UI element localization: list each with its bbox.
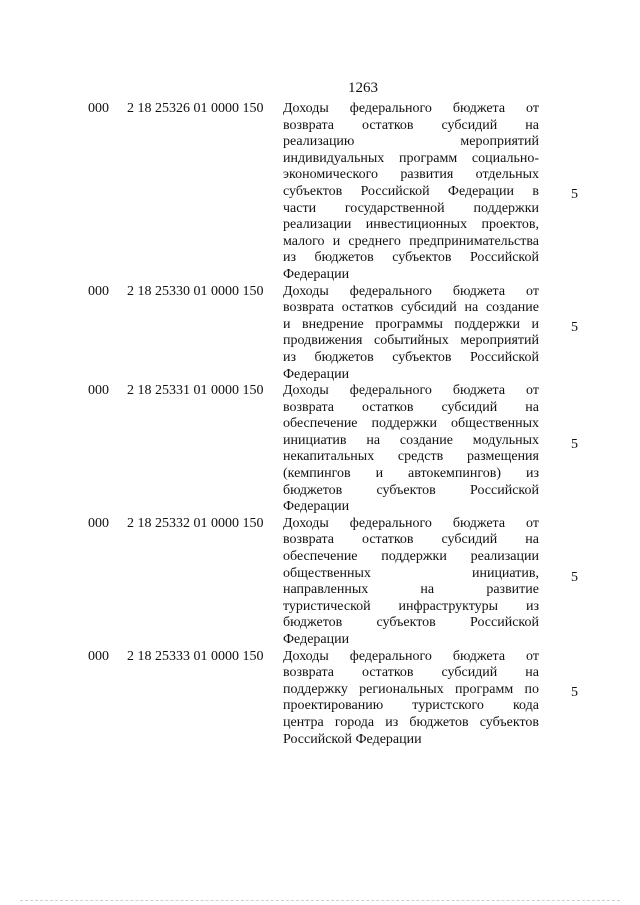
budget-classification-code: 2 18 25326 01 0000 150 (127, 101, 264, 116)
budget-classification-code: 2 18 25331 01 0000 150 (127, 383, 264, 399)
description-line: Доходы федерального бюджета от (283, 383, 539, 399)
table-row (0, 516, 640, 649)
revenue-description (283, 284, 539, 384)
description-line: из бюджетов субъектов Российской (283, 250, 539, 266)
standard-value: 5 (571, 319, 578, 335)
revenue-description (283, 101, 539, 284)
table-row (0, 101, 640, 284)
description-line: части государственной поддержки (283, 200, 539, 216)
description-line: поддержку региональных программ по (283, 681, 539, 697)
description-line: центра города из бюджетов субъектов (283, 714, 539, 730)
description-line: Федерации (283, 266, 350, 282)
table-row (0, 649, 640, 749)
description-line: некапитальных средств размещения (283, 449, 539, 465)
standard-value: 5 (571, 684, 578, 700)
admin-code: 000 (88, 383, 109, 399)
table-row (0, 284, 640, 384)
description-line: субъектов Российской Федерации в (283, 183, 539, 199)
description-line: Доходы федерального бюджета от (283, 648, 539, 664)
description-line: бюджетов субъектов Российской (283, 482, 539, 498)
scan-edge-artifact (20, 900, 620, 902)
admin-code: 000 (88, 648, 109, 664)
description-line: реализации инвестиционных проектов, (283, 217, 539, 233)
description-line: туристической инфраструктуры из (283, 598, 539, 614)
description-line: Федерации (283, 499, 350, 515)
description-line: Доходы федерального бюджета от (283, 101, 539, 116)
revenue-description (283, 383, 539, 516)
admin-code: 000 (88, 515, 109, 531)
description-line: реализацию мероприятий (283, 134, 539, 150)
description-line: малого и среднего предпринимательства (283, 233, 539, 249)
budget-classification-code: 2 18 25330 01 0000 150 (127, 283, 264, 299)
description-line: проектированию туристского кода (283, 698, 539, 714)
description-line: экономического развития отдельных (283, 167, 539, 183)
description-line: (кемпингов и автокемпингов) из (283, 466, 539, 482)
description-line: возврата остатков субсидий на (283, 399, 539, 415)
budget-classification-code: 2 18 25333 01 0000 150 (127, 648, 264, 664)
description-line: Российской Федерации (283, 731, 422, 747)
standard-value: 5 (571, 437, 578, 453)
description-line: возврата остатков субсидий на создание (283, 300, 539, 316)
description-line: и внедрение программы поддержки и (283, 316, 539, 332)
description-line: Федерации (283, 632, 350, 647)
revenue-table (0, 101, 640, 748)
standard-value: 5 (571, 569, 578, 585)
table-row (0, 383, 640, 516)
budget-classification-code: 2 18 25332 01 0000 150 (127, 515, 264, 531)
revenue-description (283, 649, 539, 749)
description-line: возврата остатков субсидий на (283, 117, 539, 133)
description-line: общественных инициатив, (283, 565, 539, 581)
standard-value: 5 (571, 187, 578, 202)
description-line: обеспечение поддержки реализации (283, 549, 539, 565)
page-number: 1263 (348, 80, 378, 96)
description-line: Федерации (283, 366, 350, 382)
description-line: возврата остатков субсидий на (283, 665, 539, 681)
admin-code: 000 (88, 101, 109, 116)
description-line: индивидуальных программ социально- (283, 150, 539, 166)
description-line: Доходы федерального бюджета от (283, 515, 539, 531)
description-line: инициатив на создание модульных (283, 432, 539, 448)
admin-code: 000 (88, 283, 109, 299)
description-line: из бюджетов субъектов Российской (283, 349, 539, 365)
revenue-description (283, 516, 539, 649)
description-line: Доходы федерального бюджета от (283, 283, 539, 299)
description-line: продвижения событийных мероприятий (283, 333, 539, 349)
description-line: возврата остатков субсидий на (283, 532, 539, 548)
description-line: бюджетов субъектов Российской (283, 615, 539, 631)
description-line: обеспечение поддержки общественных (283, 416, 539, 432)
description-line: направленных на развитие (283, 582, 539, 598)
